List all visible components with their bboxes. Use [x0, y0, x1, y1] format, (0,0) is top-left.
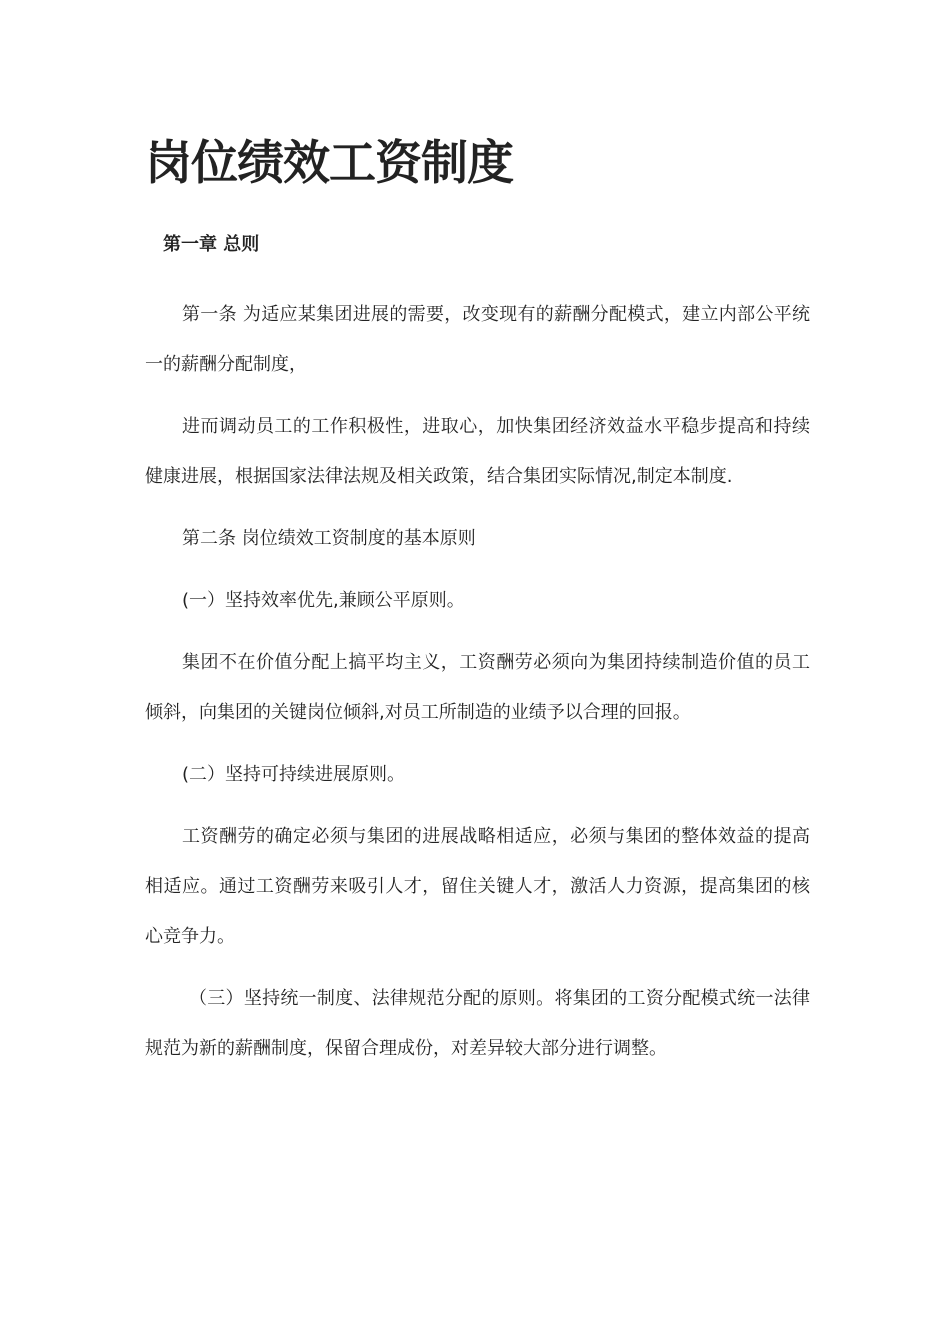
paragraph-principle-1-body: 集团不在价值分配上搞平均主义，工资酬劳必须向为集团持续制造价值的员工倾斜，向集团的关键岗位倾斜,对员工所制造的业绩予以合理的回报。	[145, 652, 810, 723]
paragraph-principle-2: (二）坚持可持续进展原则。	[182, 764, 406, 785]
paragraph-principle-3: （三）坚持统一制度、法律规范分配的原则。将集团的工资分配模式统一法律规范为新的薪酬制度，保留合理成份，对差异较大部分进行调整。	[145, 988, 810, 1059]
document-content	[145, 128, 810, 1086]
paragraph-article-1: 第一条 为适应某集团进展的需要，改变现有的薪酬分配模式，建立内部公平统一的薪酬分配制度，	[145, 304, 810, 375]
paragraph-article-2: 第二条 岗位绩效工资制度的基本原则	[182, 528, 476, 549]
paragraph-principle-1: (一）坚持效率优先,兼顾公平原则。	[182, 590, 465, 611]
document-title: 岗位绩效工资制度	[145, 136, 513, 191]
paragraph-principle-2-body: 工资酬劳的确定必须与集团的进展战略相适应，必须与集团的整体效益的提高相适应。通过工资酬劳来吸引人才，留住关键人才，激活人力资源，提高集团的核心竞争力。	[145, 826, 810, 947]
chapter-heading: 第一章 总则	[163, 234, 260, 255]
paragraph-article-1-continued: 进而调动员工的工作积极性，进取心，加快集团经济效益水平稳步提高和持续健康进展，根据国家法律法规及相关政策，结合集团实际情况,制定本制度.	[145, 416, 810, 487]
